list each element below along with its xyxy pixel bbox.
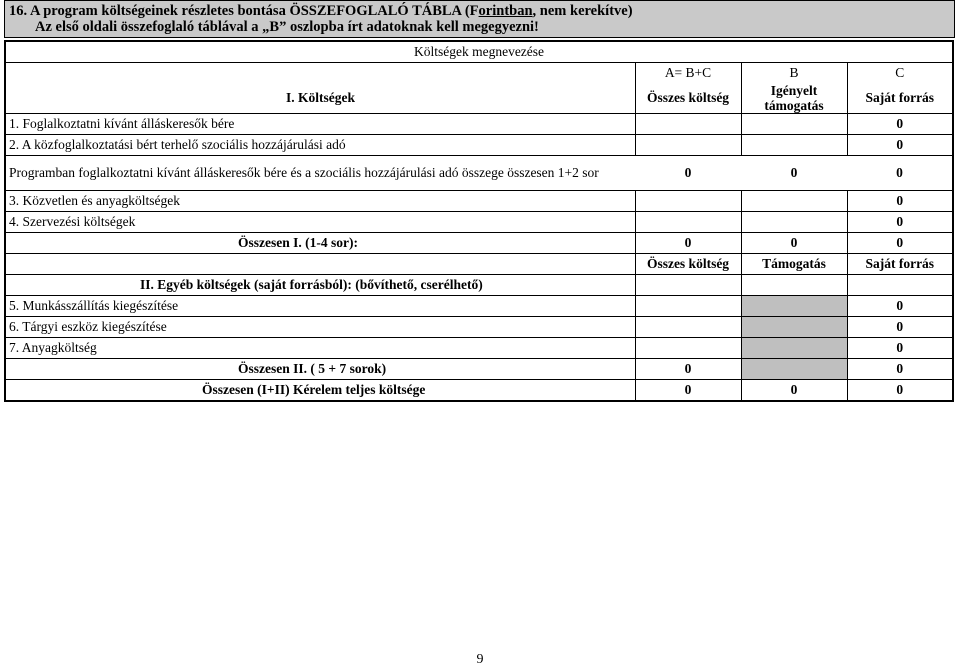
row-c: 0 [847, 212, 953, 233]
header-text-b: , nem kerekítve) [532, 3, 633, 19]
row-label: 7. Anyagköltség [5, 338, 635, 359]
row-a [635, 212, 741, 233]
section-i-title: I. Költségek [5, 83, 635, 114]
total-i-label: Összesen I. (1-4 sor): [5, 233, 635, 254]
row-a [635, 135, 741, 156]
gray-cell [741, 338, 847, 359]
gray-cell [741, 359, 847, 380]
section-header [4, 0, 955, 38]
program-row-b: 0 [741, 156, 847, 191]
col-head-total-2: Összes költség [635, 254, 741, 275]
col-formula-b: B [741, 63, 847, 84]
row-a [635, 338, 741, 359]
row-label: 5. Munkásszállítás kiegészítése [5, 296, 635, 317]
col-formula-c: C [847, 63, 953, 84]
grand-total-label: Összesen (I+II) Kérelem teljes költsége [5, 380, 635, 402]
row-a [635, 191, 741, 212]
row-a [635, 317, 741, 338]
col-head-own: Saját forrás [847, 83, 953, 114]
row-a [635, 114, 741, 135]
row-b [741, 191, 847, 212]
blank-cell [5, 63, 635, 84]
blank-cell [5, 254, 635, 275]
row-b [741, 212, 847, 233]
blank-cell [741, 275, 847, 296]
total-ii-label: Összesen II. ( 5 + 7 sorok) [5, 359, 635, 380]
row-label: 6. Tárgyi eszköz kiegészítése [5, 317, 635, 338]
row-label: 4. Szervezési költségek [5, 212, 635, 233]
program-row-c: 0 [847, 156, 953, 191]
row-c: 0 [847, 114, 953, 135]
col-formula-a: A= B+C [635, 63, 741, 84]
header-line-2: Az első oldali összefoglaló táblával a „B” oszlopba írt adatoknak kell megegyezni! [35, 19, 539, 35]
grand-total-b: 0 [741, 380, 847, 402]
page-number: 9 [476, 652, 484, 667]
gray-cell [741, 317, 847, 338]
total-i-b: 0 [741, 233, 847, 254]
row-c: 0 [847, 296, 953, 317]
row-b [741, 135, 847, 156]
total-ii-c: 0 [847, 359, 953, 380]
table-title: Költségek megnevezése [5, 41, 953, 63]
row-c: 0 [847, 338, 953, 359]
gray-cell [741, 296, 847, 317]
grand-total-a: 0 [635, 380, 741, 402]
total-i-a: 0 [635, 233, 741, 254]
cost-summary-table [4, 40, 954, 402]
total-i-c: 0 [847, 233, 953, 254]
header-text-a: 16. A program költségeinek részletes bontása ÖSSZEFOGLALÓ TÁBLA (F [9, 3, 479, 19]
col-head-requested: Igényelt támogatás [741, 83, 847, 114]
grand-total-c: 0 [847, 380, 953, 402]
header-text-underlined: orintban [478, 3, 533, 19]
row-c: 0 [847, 135, 953, 156]
row-c: 0 [847, 191, 953, 212]
row-label: 3. Közvetlen és anyagköltségek [5, 191, 635, 212]
row-a [635, 296, 741, 317]
row-b [741, 114, 847, 135]
col-head-support: Támogatás [741, 254, 847, 275]
row-c: 0 [847, 317, 953, 338]
program-row-a: 0 [635, 156, 741, 191]
row-label: 1. Foglalkoztatni kívánt álláskeresők bére [5, 114, 635, 135]
program-row-label: Programban foglalkoztatni kívánt álláskeresők bére és a szociális hozzájárulási adó összege összesen 1+2 sor [5, 156, 635, 191]
section-ii-title: II. Egyéb költségek (saját forrásból): (bővíthető, cserélhető) [5, 275, 635, 296]
col-head-total: Összes költség [635, 83, 741, 114]
header-line-1 [9, 3, 954, 19]
blank-cell [847, 275, 953, 296]
row-label: 2. A közfoglalkoztatási bért terhelő szociális hozzájárulási adó [5, 135, 635, 156]
total-ii-a: 0 [635, 359, 741, 380]
col-head-own-2: Saját forrás [847, 254, 953, 275]
blank-cell [635, 275, 741, 296]
